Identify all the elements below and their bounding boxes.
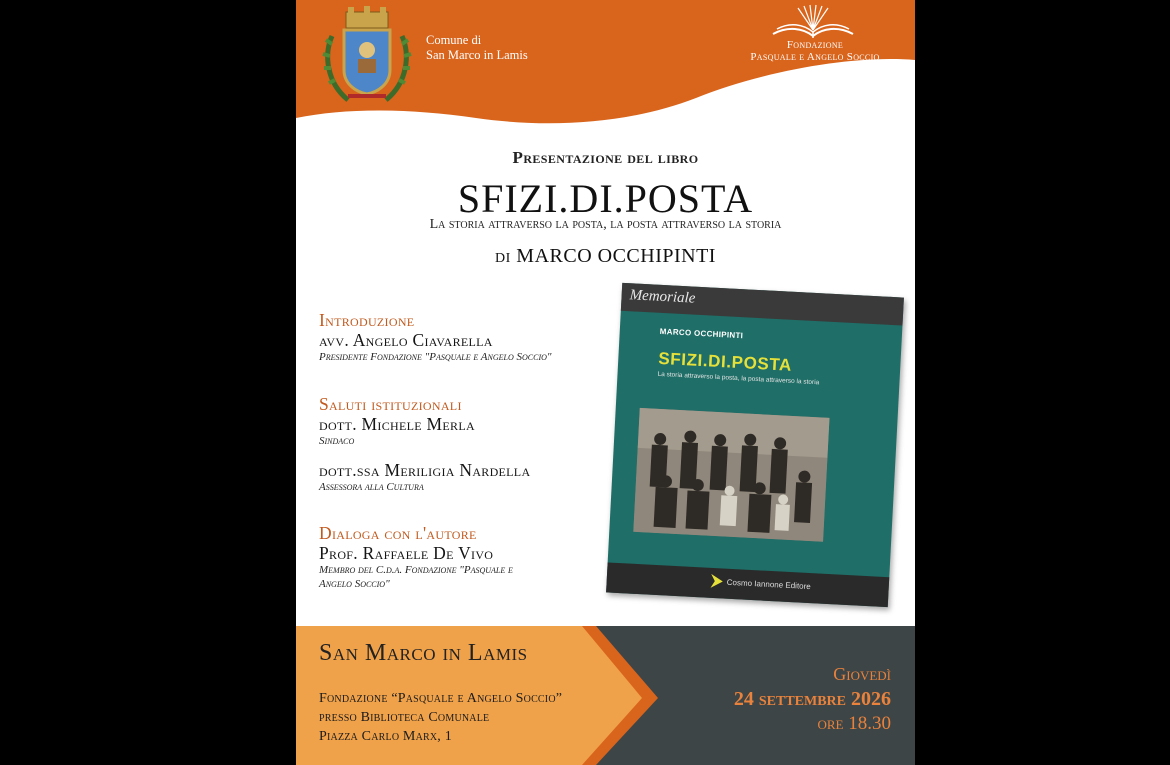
book-series-label: Memoriale (629, 287, 696, 307)
dialoga-speaker: Prof. Raffaele De Vivo (319, 543, 494, 563)
intro-role: Presidente Fondazione "Pasquale e Angelo Soccio" (319, 351, 552, 363)
book-cover-title: SFIZI.DI.POSTA (657, 348, 793, 375)
comune-line1: Comune di (426, 33, 482, 47)
event-date: 24 settembre 2026 (733, 688, 891, 710)
publisher-logo-icon (710, 574, 723, 589)
saluti-speaker-2: dott.ssa Meriligia Nardella (319, 460, 531, 480)
family-photo-image (633, 408, 829, 542)
comune-label (426, 33, 528, 63)
book-subtitle: La storia attraverso la posta, la posta attraverso la storia (429, 217, 782, 232)
book-cover-image (606, 283, 904, 607)
dialoga-role-line1: Membro del C.d.a. Fondazione "Pasquale e (319, 564, 513, 576)
event-day: Giovedì (833, 664, 891, 684)
fondazione-line2: Pasquale e Angelo Soccio (750, 51, 880, 63)
saluti-role-2: Assessora alla Cultura (319, 481, 424, 493)
event-poster (296, 0, 915, 765)
book-title-heading: SFIZI.DI.POSTA (457, 176, 754, 221)
program-intro (319, 310, 649, 364)
event-city: San Marco in Lamis (319, 640, 528, 666)
saluti-role-1: Sindaco (319, 435, 355, 447)
intro-heading: Introduzione (319, 310, 415, 330)
intro-speaker: avv. Angelo Ciavarella (319, 330, 493, 350)
program-dialoga (319, 523, 649, 591)
open-book-logo-icon (768, 4, 858, 42)
presentation-kicker: Presentazione del libro (512, 148, 699, 167)
venue-line1: Fondazione “Pasquale e Angelo Soccio” (319, 691, 563, 706)
book-cover-author: MARCO OCCHIPINTI (659, 326, 744, 341)
event-datetime (734, 662, 891, 736)
book-cover-subtitle: La storia attraverso la posta, la posta attraverso la storia (657, 370, 820, 387)
fondazione-line1: Fondazione (786, 39, 844, 51)
event-time: ore 18.30 (817, 713, 891, 734)
venue-line3: Piazza Carlo Marx, 1 (319, 729, 452, 744)
comune-crest-icon (318, 4, 416, 108)
comune-line2: San Marco in Lamis (426, 48, 528, 62)
program-saluti (319, 394, 649, 494)
venue-line2: presso Biblioteca Comunale (319, 710, 490, 725)
dialoga-role-line2: Angelo Soccio" (319, 578, 390, 590)
dialoga-heading: Dialoga con l'autore (319, 523, 477, 543)
book-author: di MARCO OCCHIPINTI (495, 245, 716, 267)
event-venue (319, 689, 562, 746)
saluti-speaker-1: dott. Michele Merla (319, 414, 475, 434)
book-publisher: Cosmo Iannone Editore (726, 577, 811, 592)
saluti-heading: Saluti istituzionali (319, 394, 462, 414)
fondazione-label (710, 39, 915, 63)
